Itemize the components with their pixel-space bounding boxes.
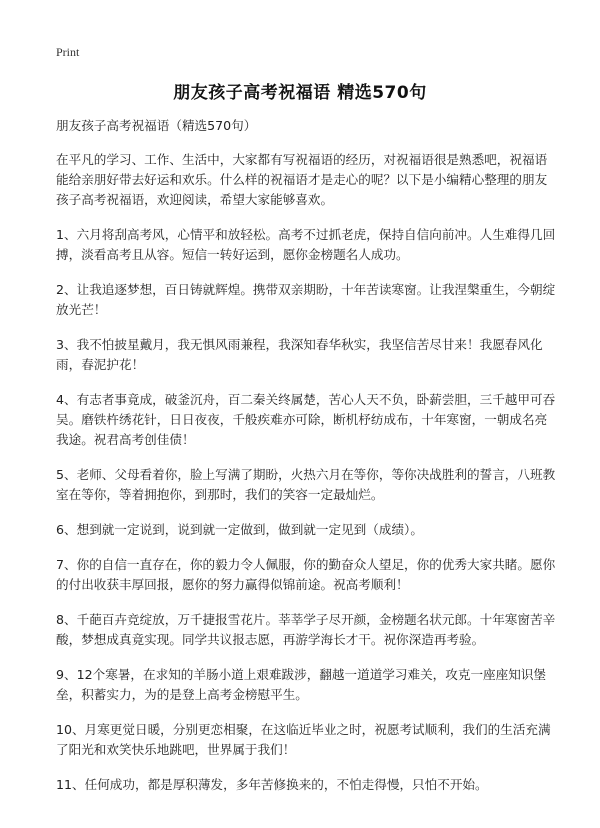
blessing-item-6: 6、想到就一定说到，说到就一定做到，做到就一定见到（成绩）。 [56,522,423,537]
blessing-item-7: 7、你的自信一直存在，你的毅力令人佩服，你的勤奋众人望足，你的优秀大家共睹。愿你的付出收获丰厚回报，愿你的努力赢得似锦前途。祝高考顺利！ [56,557,556,592]
article-body [56,116,556,810]
blessing-item-3: 3、我不怕披星戴月，我无惧风雨兼程，我深知春华秋实，我坚信苦尽甘来！我愿春风化雨，春泥护花！ [56,337,543,372]
article-intro: 在平凡的学习、工作、生活中，大家都有写祝福语的经历，对祝福语很是熟悉吧，祝福语能给亲朋好带去好运和欢乐。什么样的祝福语才是走心的呢？以下是小编精心整理的朋友孩子高考祝福语，欢迎阅读，希望大家能够喜欢。 [56,152,548,207]
blessing-item-2: 2、让我追逐梦想，百日铸就辉煌。携带双亲期盼，十年苦读寒窗。让我涅槃重生，今朝绽放光芒！ [56,282,556,317]
blessing-item-5: 5、老师、父母看着你，脸上写满了期盼，火热六月在等你，等你决战胜利的誓言，八班教室在等你，等着拥抱你，到那时，我们的笑容一定最灿烂。 [56,467,556,502]
blessing-item-4: 4、有志者事竟成，破釜沉舟，百二秦关终属楚，苦心人天不负，卧薪尝胆，三千越甲可吞吴。磨铁杵绣花针，日日夜夜，千般疾难亦可除，断机杼纺成布，十年寒窗，一朝成名亮我途。祝君高考创佳债！ [56,392,556,447]
blessing-item-9: 9、12个寒暑，在求知的羊肠小道上艰难跋涉，翻越一道道学习难关，攻克一座座知识堡垒，积蓄实力，为的是登上高考金榜慰平生。 [56,667,547,702]
blessing-item-10: 10、月寒更觉日暖，分别更恋相聚，在这临近毕业之时，祝愿考试顺利，我们的生活充满了阳光和欢笑快乐地跳吧，世界属于我们！ [56,722,551,757]
blessing-item-11: 11、任何成功，都是厚积薄发，多年苦修换来的，不怕走得慢，只怕不开始。 [56,777,488,792]
print-link[interactable]: Print [56,45,80,59]
page-title: 朋友孩子高考祝福语 精选570句 [173,83,427,103]
article-subtitle: 朋友孩子高考祝福语（精选570句） [56,118,257,133]
blessing-item-8: 8、千葩百卉竞绽放，万千捷报雪花片。莘莘学子尽开颜，金榜题名状元郎。十年寒窗苦辛酸，梦想成真竟实现。同学共议报志愿，再游学海长才干。祝你深造再考验。 [56,612,556,647]
blessing-item-1: 1、六月将刮高考风，心情平和放轻松。高考不过抓老虎，保持自信向前冲。人生难得几回搏，淡看高考且从容。短信一转好运到，愿你金榜题名人成功。 [56,227,556,262]
